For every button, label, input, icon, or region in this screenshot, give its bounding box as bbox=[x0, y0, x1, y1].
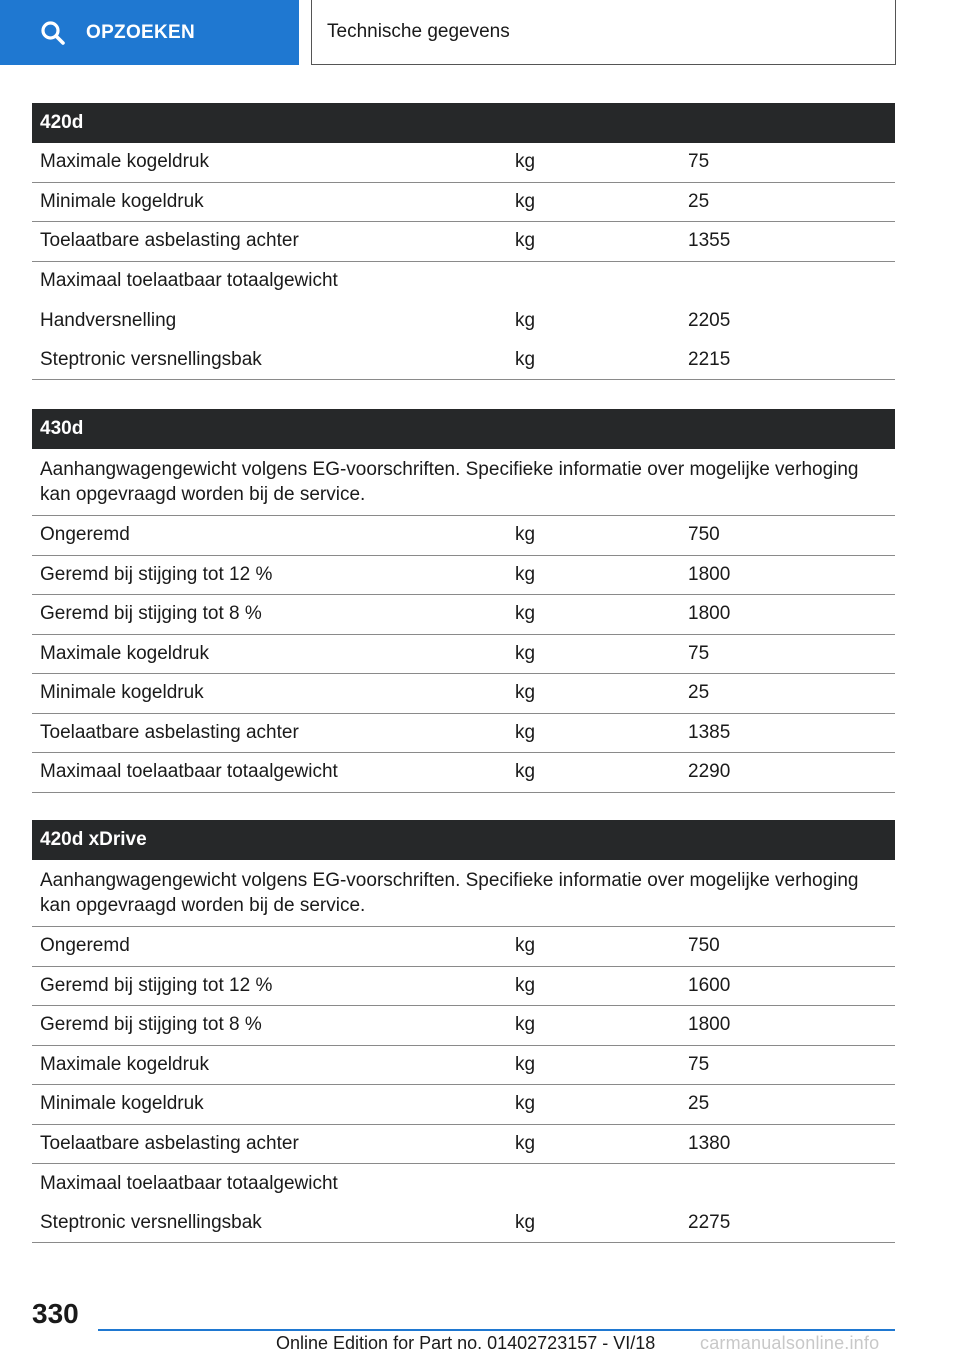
search-icon bbox=[40, 20, 66, 46]
table-row bbox=[32, 222, 895, 262]
row-value: 75 bbox=[688, 151, 710, 173]
table-row bbox=[32, 1085, 895, 1125]
row-unit: kg bbox=[515, 190, 536, 212]
table-row bbox=[32, 674, 895, 714]
row-value: 1380 bbox=[688, 1132, 731, 1154]
row-unit: kg bbox=[515, 721, 536, 743]
row-label: Maximaal toelaatbaar totaalgewicht bbox=[40, 270, 338, 292]
edition-text: Online Edition for Part no. 01402723157 - VI/18 bbox=[276, 1333, 656, 1353]
row-unit: kg bbox=[515, 151, 536, 173]
row-value: 25 bbox=[688, 1093, 710, 1115]
table-row bbox=[32, 1204, 895, 1244]
search-button-label: OPZOEKEN bbox=[86, 21, 196, 43]
row-label: Maximaal toelaatbaar totaalgewicht bbox=[40, 761, 338, 783]
row-label: Maximale kogeldruk bbox=[40, 642, 209, 664]
row-label: Ongeremd bbox=[40, 935, 130, 957]
row-unit: kg bbox=[515, 230, 536, 252]
page-number: 330 bbox=[32, 1298, 79, 1329]
table-row bbox=[32, 183, 895, 223]
row-label: Handversnelling bbox=[40, 309, 177, 331]
search-button[interactable] bbox=[0, 0, 299, 65]
row-label: Minimale kogeldruk bbox=[40, 682, 204, 704]
row-label: Toelaatbare asbelasting achter bbox=[40, 721, 299, 743]
row-value: 2290 bbox=[688, 761, 731, 783]
row-value: 25 bbox=[688, 190, 710, 212]
row-label: Steptronic versnellingsbak bbox=[40, 1211, 262, 1233]
table-420d-xdrive bbox=[32, 820, 895, 1243]
row-unit: kg bbox=[515, 1014, 536, 1036]
row-label: Geremd bij stijging tot 12 % bbox=[40, 563, 273, 585]
row-unit: kg bbox=[515, 1093, 536, 1115]
row-label: Steptronic versnellingsbak bbox=[40, 348, 262, 370]
page-title: Technische gegevens bbox=[311, 0, 896, 65]
table-row bbox=[32, 341, 895, 381]
row-value: 750 bbox=[688, 935, 720, 957]
footer-divider bbox=[98, 1329, 895, 1331]
section-title: 420d xDrive bbox=[32, 820, 895, 860]
row-label: Toelaatbare asbelasting achter bbox=[40, 230, 299, 252]
row-value: 25 bbox=[688, 682, 710, 704]
table-row bbox=[32, 753, 895, 793]
table-row bbox=[32, 714, 895, 754]
row-unit: kg bbox=[515, 309, 536, 331]
section-title: 420d bbox=[32, 103, 895, 143]
row-value: 1800 bbox=[688, 563, 731, 585]
row-value: 1385 bbox=[688, 721, 731, 743]
row-value: 2215 bbox=[688, 348, 731, 370]
table-row bbox=[32, 1125, 895, 1165]
row-unit: kg bbox=[515, 1211, 536, 1233]
section-title: 430d bbox=[32, 409, 895, 449]
row-value: 1600 bbox=[688, 974, 731, 996]
row-label: Maximaal toelaatbaar totaalgewicht bbox=[40, 1172, 338, 1194]
table-row bbox=[32, 262, 895, 302]
row-label: Geremd bij stijging tot 8 % bbox=[40, 1014, 262, 1036]
table-row bbox=[32, 595, 895, 635]
row-unit: kg bbox=[515, 348, 536, 370]
table-420d bbox=[32, 103, 895, 380]
row-label: Minimale kogeldruk bbox=[40, 190, 204, 212]
row-unit: kg bbox=[515, 682, 536, 704]
table-row bbox=[32, 143, 895, 183]
row-label: Geremd bij stijging tot 12 % bbox=[40, 974, 273, 996]
row-label: Minimale kogeldruk bbox=[40, 1093, 204, 1115]
row-unit: kg bbox=[515, 563, 536, 585]
table-row bbox=[32, 516, 895, 556]
row-label: Geremd bij stijging tot 8 % bbox=[40, 603, 262, 625]
row-unit: kg bbox=[515, 761, 536, 783]
row-unit: kg bbox=[515, 642, 536, 664]
table-row bbox=[32, 556, 895, 596]
row-value: 2205 bbox=[688, 309, 731, 331]
table-row bbox=[32, 1164, 895, 1204]
row-unit: kg bbox=[515, 935, 536, 957]
row-value: 75 bbox=[688, 642, 710, 664]
row-value: 750 bbox=[688, 524, 720, 546]
watermark: carmanualsonline.info bbox=[700, 1333, 880, 1353]
row-label: Maximale kogeldruk bbox=[40, 151, 209, 173]
row-value: 1800 bbox=[688, 1014, 731, 1036]
table-row bbox=[32, 301, 895, 341]
row-label: Toelaatbare asbelasting achter bbox=[40, 1132, 299, 1154]
row-unit: kg bbox=[515, 974, 536, 996]
table-430d bbox=[32, 409, 895, 793]
section-note: Aanhangwagengewicht volgens EG-voorschriften. Specifieke informatie over mogelijke verhoging kan opgevraagd worden bij de service. bbox=[32, 449, 895, 516]
table-row bbox=[32, 1006, 895, 1046]
row-unit: kg bbox=[515, 524, 536, 546]
row-value: 1355 bbox=[688, 230, 731, 252]
row-label: Maximale kogeldruk bbox=[40, 1053, 209, 1075]
table-row bbox=[32, 635, 895, 675]
table-row bbox=[32, 1046, 895, 1086]
section-note: Aanhangwagengewicht volgens EG-voorschriften. Specifieke informatie over mogelijke verhoging kan opgevraagd worden bij de service. bbox=[32, 860, 895, 927]
table-row bbox=[32, 967, 895, 1007]
row-unit: kg bbox=[515, 603, 536, 625]
row-value: 75 bbox=[688, 1053, 710, 1075]
row-value: 1800 bbox=[688, 603, 731, 625]
table-row bbox=[32, 927, 895, 967]
row-label: Ongeremd bbox=[40, 524, 130, 546]
row-unit: kg bbox=[515, 1053, 536, 1075]
row-value: 2275 bbox=[688, 1211, 731, 1233]
row-unit: kg bbox=[515, 1132, 536, 1154]
